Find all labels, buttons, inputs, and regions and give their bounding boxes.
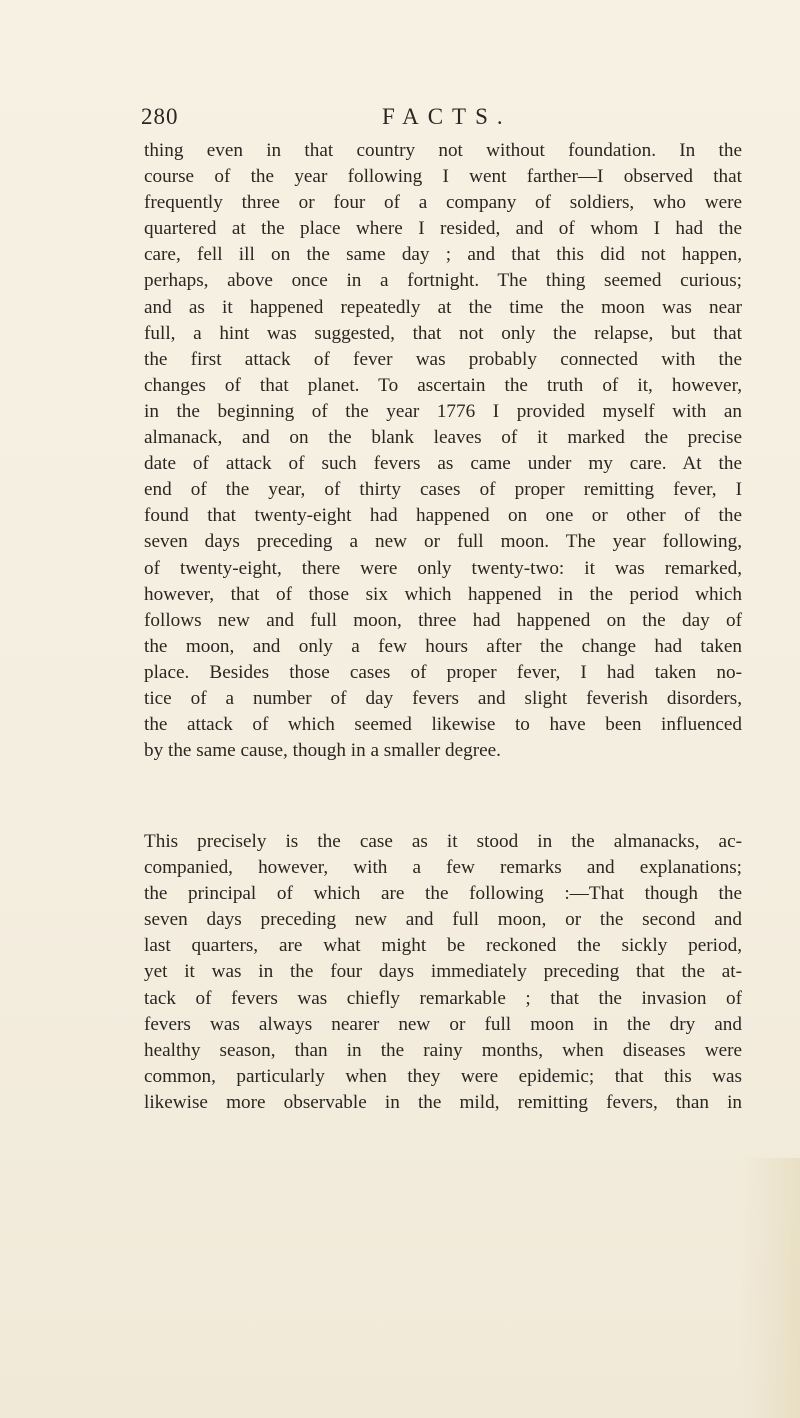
text-line: healthy season, than in the rainy months, when diseases were xyxy=(144,1039,742,1061)
text-line: end of the year, of thirty cases of proper remitting fever, I xyxy=(144,479,742,501)
paragraph-1 xyxy=(144,138,742,764)
text-line: the first attack of fever was probably connected with the xyxy=(144,348,742,370)
text-line: fevers was always nearer new or full moon in the dry and xyxy=(144,1013,742,1035)
text-line: common, particularly when they were epidemic; that this was xyxy=(144,1065,742,1087)
text-line: thing even in that country not without foundation. In the xyxy=(144,140,742,161)
text-line: the principal of which are the following :—That though the xyxy=(144,883,742,905)
text-line: changes of that planet. To ascertain the truth of it, however, xyxy=(144,374,742,396)
text-line: course of the year following I went farther—I observed that xyxy=(144,166,742,188)
text-line: seven days preceding new and full moon, or the second and xyxy=(144,909,742,931)
text-line: quartered at the place where I resided, and of whom I had the xyxy=(144,218,742,240)
text-line: of twenty-eight, there were only twenty-two: it was remarked, xyxy=(144,557,742,579)
text-line: care, fell ill on the same day ; and that this did not happen, xyxy=(144,244,742,266)
text-line: in the beginning of the year 1776 I provided myself with an xyxy=(144,400,742,422)
text-line: date of attack of such fevers as came under my care. At the xyxy=(144,453,742,475)
text-line: by the same cause, though in a smaller degree. xyxy=(144,740,501,762)
text-line: tack of fevers was chiefly remarkable ; that the invasion of xyxy=(144,987,742,1009)
text-line: almanack, and on the blank leaves of it marked the precise xyxy=(144,427,742,449)
text-line: and as it happened repeatedly at the time the moon was near xyxy=(144,296,742,318)
text-line: the moon, and only a few hours after the change had taken xyxy=(144,635,742,657)
text-line: yet it was in the four days immediately preceding that the at- xyxy=(144,961,742,983)
page-number: 280 xyxy=(141,104,179,129)
text-line: companied, however, with a few remarks and explanations; xyxy=(144,857,742,879)
text-line: seven days preceding a new or full moon. The year following, xyxy=(144,531,742,553)
text-line: found that twenty-eight had happened on one or other of the xyxy=(144,505,742,527)
page-stain xyxy=(740,1158,800,1418)
text-line: tice of a number of day fevers and slight feverish disorders, xyxy=(144,687,742,709)
running-head: FACTS. xyxy=(382,104,512,129)
text-line: the attack of which seemed likewise to have been influenced xyxy=(144,714,742,736)
text-line: however, that of those six which happened in the period which xyxy=(144,583,742,605)
paragraph-2 xyxy=(144,829,742,1116)
text-line: frequently three or four of a company of soldiers, who were xyxy=(144,192,742,214)
text-line: likewise more observable in the mild, remitting fevers, than in xyxy=(144,1091,742,1113)
text-line: follows new and full moon, three had happened on the day of xyxy=(144,609,742,631)
text-line: full, a hint was suggested, that not only the relapse, but that xyxy=(144,322,742,344)
text-line: last quarters, are what might be reckoned the sickly period, xyxy=(144,935,742,957)
text-line: place. Besides those cases of proper fever, I had taken no- xyxy=(144,661,742,683)
text-line: perhaps, above once in a fortnight. The thing seemed curious; xyxy=(144,270,742,292)
text-line: This precisely is the case as it stood in the almanacks, ac- xyxy=(144,831,742,852)
